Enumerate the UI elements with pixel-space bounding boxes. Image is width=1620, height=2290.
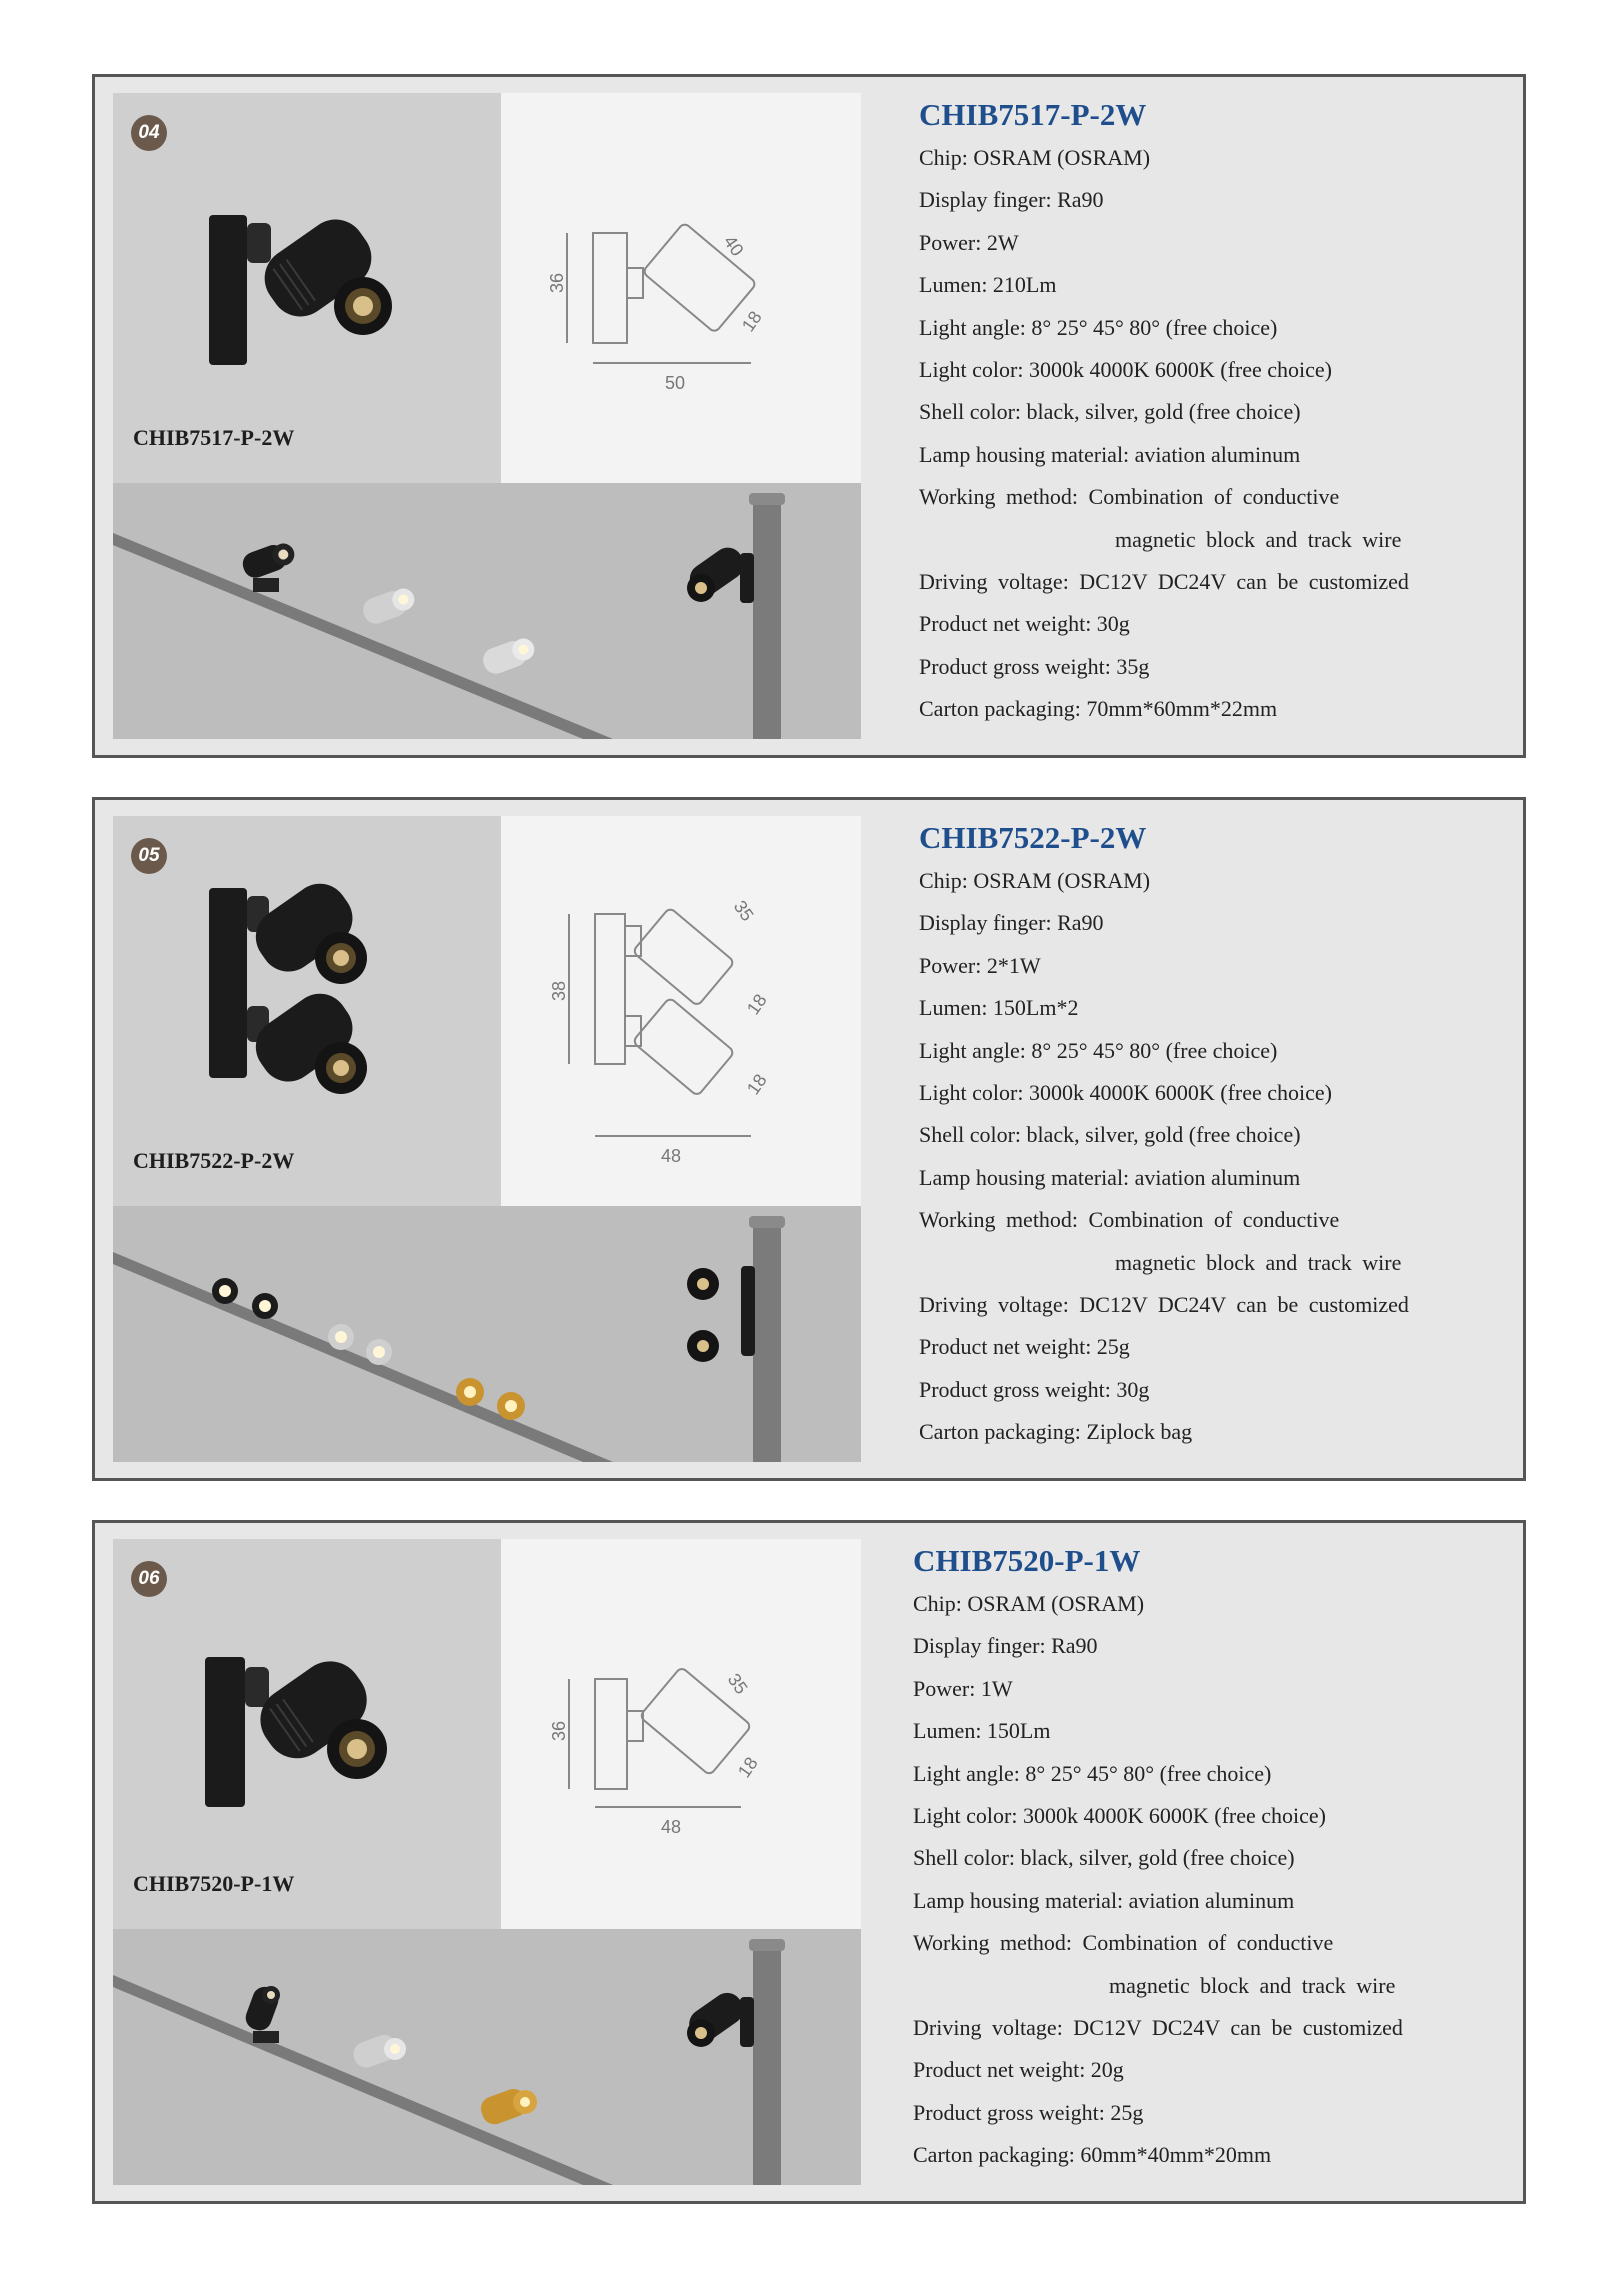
spec-power: Power: 2W — [919, 229, 1019, 255]
spec-working-method: Working method: Combination of conductive — [919, 484, 1340, 510]
spec-chip: Chip: OSRAM (OSRAM) — [919, 868, 1151, 893]
dim-diameter: 18 — [733, 1753, 762, 1782]
spec-lumen: Lumen: 150Lm*2 — [919, 995, 1079, 1021]
dim-length: 35 — [729, 896, 758, 925]
product-photo-panel — [113, 1539, 861, 2185]
spec-shell-color: Shell color: black, silver, gold (free choice) — [919, 399, 1301, 425]
track-installation-image — [113, 1929, 861, 2185]
track-scene-photo — [113, 1206, 861, 1462]
spec-lumen: Lumen: 210Lm — [919, 272, 1057, 298]
spec-working-method: Working method: Combination of conductive — [919, 1207, 1340, 1233]
product-model-title: CHIB7517-P-2W — [919, 97, 1147, 132]
product-model-title: CHIB7522-P-2W — [919, 820, 1147, 855]
spec-gross-weight: Product gross weight: 25g — [913, 2099, 1144, 2125]
dimension-diagram — [501, 816, 861, 1206]
spec-power: Power: 1W — [913, 1675, 1013, 1701]
spec-driving-voltage: Driving voltage: DC12V DC24V can be customized — [919, 568, 1409, 594]
dim-width: 50 — [665, 373, 686, 393]
spec-carton-packaging: Carton packaging: Ziplock bag — [919, 1419, 1193, 1445]
dim-height: 36 — [549, 1720, 569, 1741]
spec-driving-voltage: Driving voltage: DC12V DC24V can be customized — [913, 2014, 1403, 2040]
track-installation-image — [113, 1206, 861, 1462]
spec-working-method-cont: magnetic block and track wire — [1115, 1249, 1402, 1275]
product-number-badge: 06 — [131, 1561, 167, 1597]
dim-height: 38 — [549, 980, 569, 1001]
product-card-3 — [92, 1520, 1526, 2204]
spec-light-color: Light color: 3000k 4000K 6000K (free choice) — [919, 1079, 1332, 1105]
spec-net-weight: Product net weight: 30g — [919, 611, 1130, 637]
spec-carton-packaging: Carton packaging: 70mm*60mm*22mm — [919, 696, 1278, 722]
spec-light-angle: Light angle: 8° 25° 45° 80° (free choice) — [919, 1037, 1278, 1063]
spec-display-finger: Display finger: Ra90 — [913, 1633, 1098, 1659]
dimension-drawing — [501, 1539, 861, 1929]
product-number-badge: 04 — [131, 115, 167, 151]
dim-diameter: 18 — [737, 307, 766, 336]
product-model-title: CHIB7520-P-1W — [913, 1543, 1141, 1578]
spec-working-method-cont: magnetic block and track wire — [1115, 526, 1402, 552]
spec-light-color: Light color: 3000k 4000K 6000K (free choice) — [913, 1802, 1326, 1828]
photo-caption: CHIB7517-P-2W — [133, 425, 295, 450]
dim-length: 40 — [719, 231, 748, 260]
dim-length: 35 — [723, 1669, 752, 1698]
spec-working-method: Working method: Combination of conductive — [913, 1930, 1334, 1956]
dim-height: 36 — [547, 272, 567, 293]
product-card-1 — [92, 74, 1526, 758]
spec-display-finger: Display finger: Ra90 — [919, 187, 1104, 213]
spec-driving-voltage: Driving voltage: DC12V DC24V can be customized — [919, 1291, 1409, 1317]
spec-gross-weight: Product gross weight: 35g — [919, 653, 1150, 679]
spec-shell-color: Shell color: black, silver, gold (free choice) — [913, 1845, 1295, 1871]
spec-working-method-cont: magnetic block and track wire — [1109, 1972, 1396, 1998]
spec-net-weight: Product net weight: 20g — [913, 2057, 1124, 2083]
spec-light-angle: Light angle: 8° 25° 45° 80° (free choice) — [919, 314, 1278, 340]
spec-sheet — [913, 1543, 1493, 2176]
dim-diameter-upper: 18 — [742, 990, 771, 1019]
spec-lumen: Lumen: 150Lm — [913, 1718, 1051, 1744]
spec-net-weight: Product net weight: 25g — [919, 1334, 1130, 1360]
track-installation-image — [113, 483, 861, 739]
product-photo — [113, 1539, 501, 1929]
spec-shell-color: Shell color: black, silver, gold (free choice) — [919, 1122, 1301, 1148]
spec-housing-material: Lamp housing material: aviation aluminum — [919, 1164, 1301, 1190]
spec-chip: Chip: OSRAM (OSRAM) — [919, 145, 1151, 170]
product-photo — [113, 93, 501, 483]
dimension-drawing — [501, 93, 861, 483]
spec-sheet — [919, 820, 1499, 1453]
spec-housing-material: Lamp housing material: aviation aluminum — [913, 1887, 1295, 1913]
spec-carton-packaging: Carton packaging: 60mm*40mm*20mm — [913, 2142, 1272, 2168]
dim-width: 48 — [661, 1146, 682, 1166]
spec-light-angle: Light angle: 8° 25° 45° 80° (free choice) — [913, 1760, 1272, 1786]
dim-diameter-lower: 18 — [742, 1070, 771, 1099]
product-photo — [113, 816, 501, 1206]
photo-caption: CHIB7520-P-1W — [133, 1871, 295, 1896]
product-number-badge: 05 — [131, 838, 167, 874]
dimension-drawing — [501, 816, 861, 1206]
spec-chip: Chip: OSRAM (OSRAM) — [913, 1591, 1145, 1616]
product-photo-panel — [113, 816, 861, 1462]
product-card-2 — [92, 797, 1526, 1481]
spec-display-finger: Display finger: Ra90 — [919, 910, 1104, 936]
spec-light-color: Light color: 3000k 4000K 6000K (free choice) — [919, 356, 1332, 382]
track-scene-photo — [113, 1929, 861, 2185]
dimension-diagram — [501, 1539, 861, 1929]
spec-sheet — [919, 97, 1499, 730]
product-photo-panel — [113, 93, 861, 739]
spec-housing-material: Lamp housing material: aviation aluminum — [919, 441, 1301, 467]
photo-caption: CHIB7522-P-2W — [133, 1148, 295, 1173]
track-scene-photo — [113, 483, 861, 739]
dimension-diagram — [501, 93, 861, 483]
spec-gross-weight: Product gross weight: 30g — [919, 1376, 1150, 1402]
dim-width: 48 — [661, 1817, 682, 1837]
spec-power: Power: 2*1W — [919, 952, 1041, 978]
